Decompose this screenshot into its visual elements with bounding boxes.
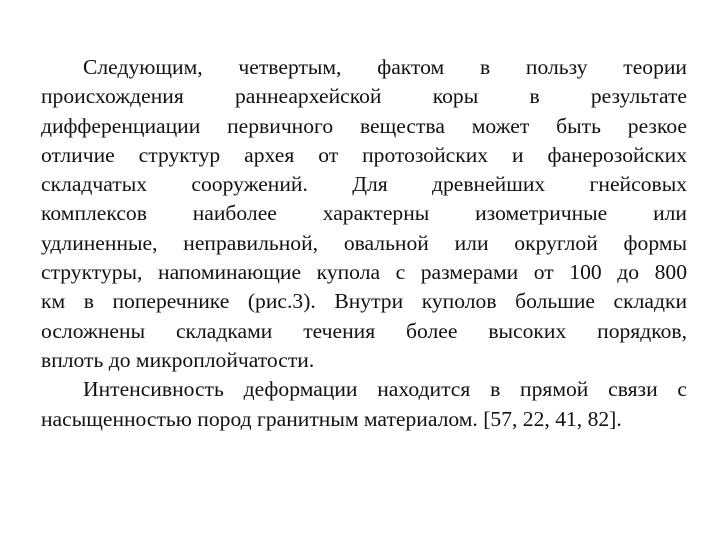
- text-line: удлиненные, неправильной, овальной или округлой формы: [41, 230, 687, 255]
- body-text: [41, 53, 687, 434]
- paragraph-2: [41, 375, 687, 434]
- text-line: складчатых сооружений. Для древнейших гнейсовых: [41, 172, 687, 197]
- text-line: км в поперечнике (рис.3). Внутри куполов большие складки: [41, 289, 687, 314]
- text-line: дифференциации первичного вещества может быть резкое: [41, 113, 687, 138]
- paragraph-1: [41, 53, 687, 375]
- text-line: структуры, напоминающие купола с размерами от 100 до 800: [41, 260, 687, 285]
- text-line: вплоть до микроплойчатости.: [41, 347, 315, 372]
- text-line: осложнены складками течения более высоких порядков,: [41, 318, 687, 343]
- text-line: насыщенностью пород гранитным материалом. [57, 22, 41, 82].: [41, 406, 622, 431]
- text-line: Интенсивность деформации находится в прямой связи с: [83, 377, 687, 402]
- text-line: комплексов наиболее характерны изометричные или: [41, 201, 687, 226]
- text-line: происхождения раннеархейской коры в результате: [41, 84, 687, 109]
- text-line: отличие структур архея от протозойских и фанерозойских: [41, 142, 687, 167]
- text-line: Следующим, четвертым, фактом в пользу теории: [83, 55, 687, 79]
